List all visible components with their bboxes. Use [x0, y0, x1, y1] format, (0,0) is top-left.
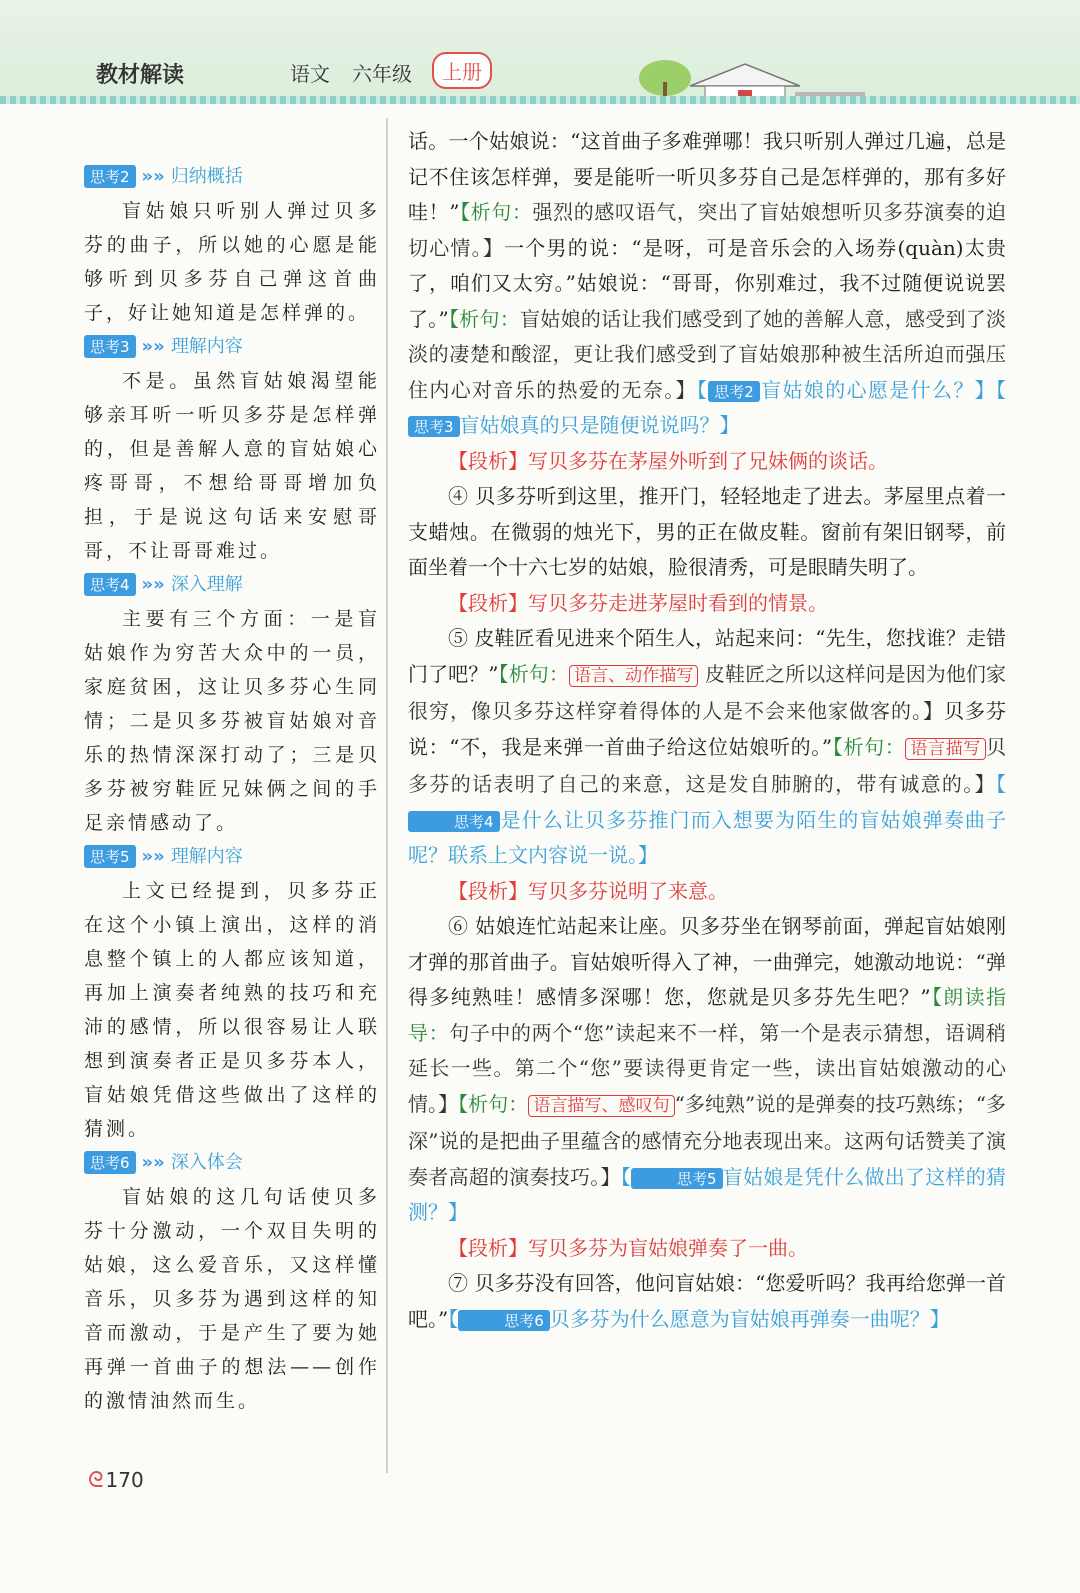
volume-badge: 上册: [432, 52, 492, 89]
annotation-text: 皮鞋匠之所以这样问是因为他们家很穷，像贝多芬这样穿着得体的人是不会来他家做客的。】: [408, 661, 1007, 723]
think-tag: 思考6: [84, 1151, 136, 1174]
think-tag: 思考4: [408, 811, 500, 832]
answer-block-2: [84, 160, 380, 330]
think-question: 贝多芬为什么愿意为盲姑娘再弹奏一曲呢？】: [549, 1306, 950, 1331]
answer-text: 盲姑娘只听别人弹过贝多芬的曲子，所以她的心愿是能够听到贝多芬自己弹这首曲子，好让她知道是怎样弹的。: [84, 200, 380, 324]
page-number: [88, 1468, 144, 1493]
think-category: 理解内容: [170, 846, 243, 867]
paragraph-5: ⑤ 皮鞋匠看见进来个陌生人，站起来问：“先生，您找谁？走错门了吧？”【析句： 语言、动作描写 皮鞋匠之所以这样问是因为他们家很穷，像贝多芬这样穿着得体的人是不会来他家做客的。】贝多芬说：“不，我是来弹一首曲子给这位姑娘听的。”【析句： 语言描写 贝多芬的话表明了自己的来意，这是发自肺腑的，带有诚意的。】【思考4 是什么让贝多芬推门而入想要为陌生的盲姑娘弹奏曲子呢？联系上文内容说一说。】: [408, 626, 1007, 867]
column-divider: [386, 118, 388, 1473]
chevron-right-icon: »»: [141, 166, 165, 187]
chevron-right-icon: »»: [141, 336, 165, 357]
annotation-label: 【析句：: [459, 200, 533, 224]
segment-analysis: 【段析】写贝多芬在茅屋外听到了兄妹俩的谈话。: [448, 448, 888, 473]
think-category: 深入体会: [170, 1152, 243, 1173]
body-text: 话。一个姑娘说：“这首曲子多难弹哪！我只听别人弹过几遍，总是记不住该怎样弹，要是能听一听贝多芬自己是怎样弹的，那有多好哇！”: [408, 129, 1006, 224]
annotation-text: 盲姑娘的话让我们感受到了她的善解人意，感受到了淡淡的凄楚和酸涩，更让我们感受到了盲姑娘那种被生活所迫而强压住内心对音乐的热爱的无奈。】: [408, 306, 1007, 402]
paragraph-3: 话。一个姑娘说：“这首曲子多难弹哪！我只听别人弹过几遍，总是记不住该怎样弹，要是能听一听贝多芬自己是怎样弹的，那有多好哇！”【析句：强烈的感叹语气，突出了盲姑娘想听贝多芬演奏的迫切心情。】一个男的说：“是呀，可是音乐会的入场券(quàn)太贵了，咱们又太穷。”姑娘说：“哥哥，你别难过，我不过随便说说罢了。”【析句：盲姑娘的话让我们感受到了她的善解人意，感受到了淡淡的凄楚和酸涩，更让我们感受到了盲姑娘那种被生活所迫而强压住内心对音乐的热爱的无奈。】【 思考2 盲姑娘的心愿是什么？】【思考3 盲姑娘真的只是随便说说吗？】: [408, 129, 1007, 437]
grade-label: 六年级: [352, 62, 412, 86]
think-category: 归纳概括: [170, 166, 243, 187]
think-tag: 思考6: [458, 1310, 550, 1331]
technique-box: 语言描写、感叹句: [528, 1095, 674, 1117]
body-text: ⑥ 姑娘连忙站起来让座。贝多芬坐在钢琴前面，弹起盲姑娘刚才弹的那首曲子。盲姑娘听得入了神，一曲弹完，她激动地说：“弹得多纯熟哇！感情多深哪！您，您就是贝多芬先生吧？”: [408, 914, 1006, 1009]
paragraph-7: ⑦ 贝多芬没有回答，他问盲姑娘：“您爱听吗？我再给您弹一首吧。”【 思考6 贝多芬为什么愿意为盲姑娘再弹奏一曲呢？】: [408, 1271, 1006, 1331]
thinking-answers-column: [84, 160, 380, 1418]
chevron-right-icon: »»: [141, 1152, 165, 1173]
annotation-label: 【析句：: [448, 306, 521, 331]
think-tag: 思考4: [84, 573, 136, 596]
answer-block-5: [84, 840, 380, 1146]
think-category: 深入理解: [170, 574, 243, 595]
subject-label: 语文: [290, 62, 330, 86]
answer-text: 上文已经提到，贝多芬正在这个小镇上演出，这样的消息整个镇上的人都应该知道，再加上演奏者纯熟的技巧和充沛的感情，所以很容易让人联想到演奏者正是贝多芬本人，盲姑娘凭借这些做出了这样的猜测。: [84, 880, 380, 1140]
segment-analysis: 【段析】写贝多芬为盲姑娘弹奏了一曲。: [448, 1235, 808, 1260]
answer-text: 不是。虽然盲姑娘渴望能够亲耳听一听贝多芬是怎样弹的，但是善解人意的盲姑娘心疼哥哥，不想给哥哥增加负担，于是说这句话来安慰哥哥，不让哥哥难过。: [84, 370, 380, 562]
body-text: 贝多芬说：“不，我是来弹一首曲子给这位姑娘听的。”: [408, 699, 1006, 759]
think-question: 盲姑娘真的只是随便说说吗？】: [459, 413, 740, 437]
think-question: 是什么让贝多芬推门而入想要为陌生的盲姑娘弹奏曲子呢？联系上文内容说一说。】: [408, 807, 1006, 867]
answer-text: 主要有三个方面：一是盲姑娘作为穷苦大众中的一员，家庭贫困，这让贝多芬心生同情；二是贝多芬被盲姑娘对音乐的热情深深打动了；三是贝多芬被穷鞋匠兄妹俩之间的手足亲情感动了。: [84, 608, 380, 834]
annotation-label: 【析句：: [498, 661, 569, 686]
think-category: 理解内容: [170, 336, 243, 357]
answer-text: 盲姑娘的这几句话使贝多芬十分激动，一个双目失明的姑娘，这么爱音乐，又这样懂音乐，贝多芬为遇到这样的知音而激动，于是产生了要为她再弹一首曲子的想法——创作的激情油然而生。: [84, 1186, 380, 1412]
segment-analysis: 【段析】写贝多芬说明了来意。: [448, 878, 728, 903]
annotation-text: 贝多芬的话表明了自己的来意，这是发自肺腑的，带有诚意的。】: [408, 734, 1007, 796]
chevron-right-icon: »»: [141, 846, 165, 867]
think-tag: 思考3: [84, 335, 136, 358]
answer-block-4: [84, 568, 380, 840]
swirl-icon: ᘓ: [88, 1468, 104, 1493]
think-tag: 思考3: [408, 416, 460, 437]
annotation-label: 【朗读指导：: [408, 985, 1007, 1045]
body-text: ⑦ 贝多芬没有回答，他问盲姑娘：“您爱听吗？我再给您弹一首吧。”: [408, 1271, 1006, 1331]
think-tag: 思考2: [84, 165, 136, 188]
annotation-label: 【析句：: [458, 1091, 529, 1116]
book-title: 教材解读: [96, 63, 185, 88]
think-tag: 思考2: [708, 381, 760, 402]
think-question: 盲姑娘的心愿是什么？】: [759, 377, 997, 402]
think-tag: 思考5: [84, 845, 136, 868]
main-text-column: [408, 124, 1006, 1337]
body-text: ⑤ 皮鞋匠看见进来个陌生人，站起来问：“先生，您找谁？走错门了吧？”: [408, 626, 1006, 686]
header-border: [0, 96, 1080, 104]
annotation-text: “多纯熟”说的是弹奏的技巧熟练；“多深”说的是把曲子里蕴含的感情充分地表现出来。这两句话赞美了演奏者高超的演奏技巧。】: [408, 1091, 1007, 1189]
answer-block-3: [84, 330, 380, 568]
annotation-label: 【析句：: [832, 734, 906, 759]
paragraph-4: ④ 贝多芬听到这里，推开门，轻轻地走了进去。茅屋里点着一支蜡烛。在微弱的烛光下，男的正在做皮鞋。窗前有架旧钢琴，前面坐着一个十六七岁的姑娘，脸很清秀，可是眼睛失明了。: [408, 484, 1006, 579]
house-illustration-icon: [620, 56, 870, 100]
body-text: 一个男的说：“是呀，可是音乐会的入场券(quàn)太贵了，咱们又太穷。”姑娘说：“哥哥，你别难过，我不过随便说说罢了。”: [408, 235, 1006, 331]
annotation-text: 句子中的两个“您”读起来不一样，第一个是表示猜想，语调稍延长一些。第二个“您”要读得更肯定一些，读出盲姑娘激动的心情。】: [408, 1020, 1007, 1116]
think-tag: 思考5: [631, 1168, 723, 1189]
annotation-text: 强烈的感叹语气，突出了盲姑娘想听贝多芬演奏的迫切心情。】: [408, 200, 1007, 260]
technique-box: 语言描写: [905, 738, 986, 760]
technique-box: 语言、动作描写: [569, 665, 699, 687]
chevron-right-icon: »»: [141, 574, 165, 595]
think-question: 盲姑娘是凭什么做出了这样的猜测？】: [408, 1164, 1007, 1224]
answer-block-6: [84, 1146, 380, 1418]
page-header: [0, 0, 1080, 104]
segment-analysis: 【段析】写贝多芬走进茅屋时看到的情景。: [448, 590, 828, 615]
page-number-text: 170: [105, 1468, 144, 1492]
paragraph-6: ⑥ 姑娘连忙站起来让座。贝多芬坐在钢琴前面，弹起盲姑娘刚才弹的那首曲子。盲姑娘听得入了神，一曲弹完，她激动地说：“弹得多纯熟哇！感情多深哪！您，您就是贝多芬先生吧？”【朗读指导：句子中的两个“您”读起来不一样，第一个是表示猜想，语调稍延长一些。第二个“您”要读得更肯定一些，读出盲姑娘激动的心情。】【析句： 语言描写、感叹句 “多纯熟”说的是弹奏的技巧熟练；“多深”说的是把曲子里蕴含的感情充分地表现出来。这两句话赞美了演奏者高超的演奏技巧。】【 思考5 盲姑娘是凭什么做出了这样的猜测？】: [408, 914, 1007, 1224]
